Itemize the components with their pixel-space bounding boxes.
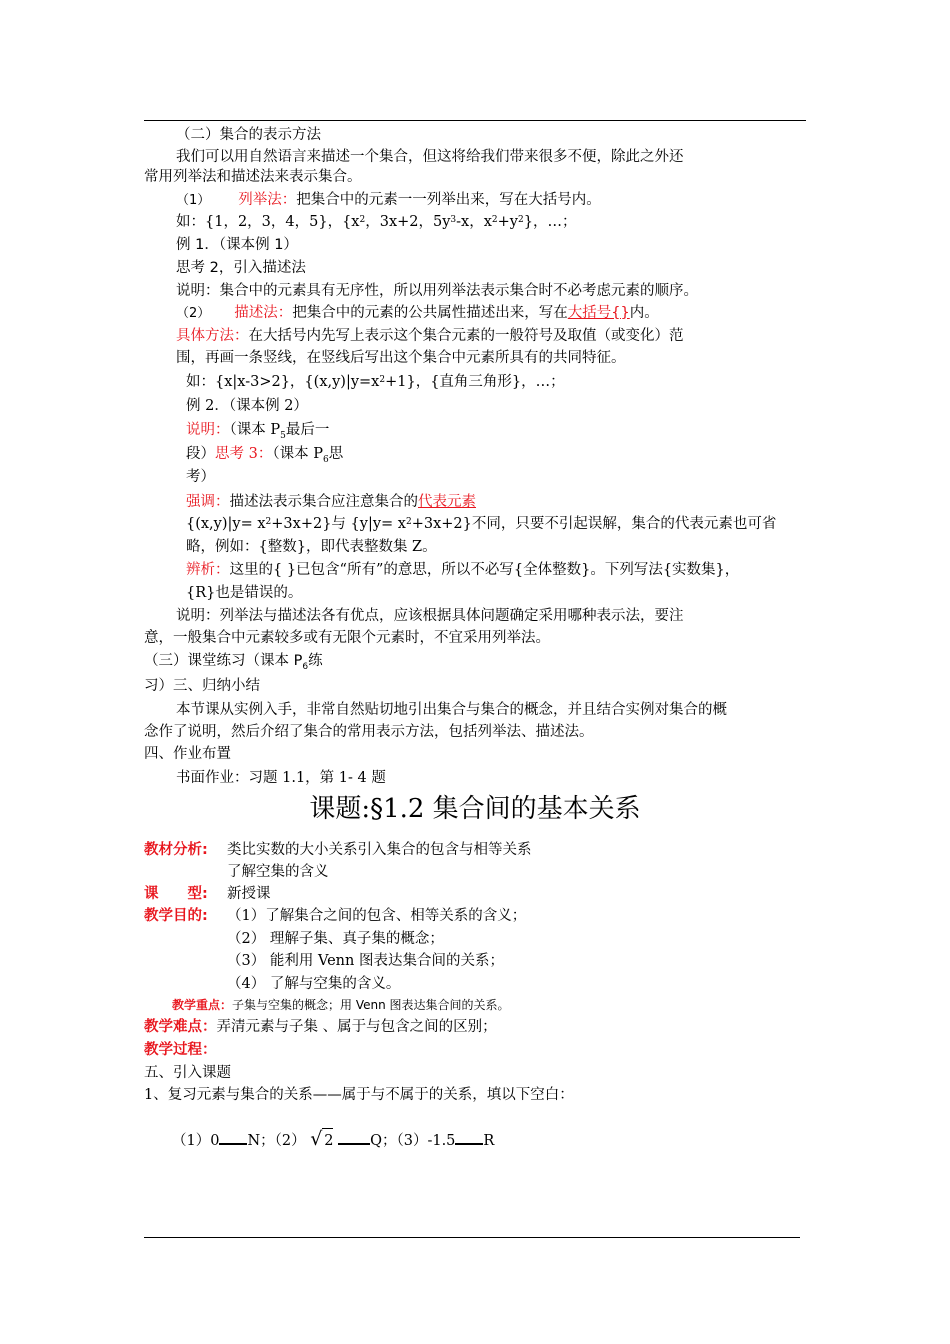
representative-element-line-2: 略，例如：{整数}，即代表整数集 Z。 (186, 539, 437, 555)
section-classroom-practice: （三）课堂练习（课本 $P_6$练 (144, 653, 323, 672)
example-1: 例 1．（课本例 1） (176, 237, 298, 253)
conclusion-line-1: 本节课从实例入手，非常自然贴切地引出集合与集合的概念，并且结合实例对集合的概 (176, 702, 727, 718)
lesson-type-value: 新授课 (227, 886, 271, 902)
blank-2[interactable] (338, 1128, 370, 1145)
list-method-example: 如：{1，2，3，4，5}，{$x^2$，3x+2，$5y^3-x$，$x^2+y^2$}，…； (176, 214, 577, 230)
note-p6-line: 段）思考 3：（课本 $P_6$思 (186, 446, 344, 465)
homework-heading: 四、作业布置 (144, 746, 231, 762)
footer-rule (144, 1237, 800, 1238)
concrete-method-term: 具体方法： (176, 328, 249, 344)
discrimination-line-2: {R}也是错误的。 (186, 585, 303, 601)
teaching-goal-4: （4） 了解与空集的含义。 (227, 976, 401, 992)
section-introduce-topic: 五、引入课题 (144, 1065, 231, 1081)
section-summary-heading: 习）三、归纳小结 (144, 678, 260, 694)
list-method-line (176, 190, 601, 211)
note-term: 说明： (186, 422, 230, 438)
teaching-process (144, 1040, 217, 1060)
review-instruction: 1、复习元素与集合的关系——属于与不属于的关系，填以下空白： (144, 1087, 574, 1103)
teaching-goal-2: （2） 理解子集、真子集的概念； (227, 931, 444, 947)
conclusion-line-2: 念作了说明，然后介绍了集合的常用表示方法，包括列举法、描述法。 (144, 724, 594, 740)
teaching-difficulty-term: 教学难点： (144, 1019, 217, 1035)
blank-1[interactable] (219, 1128, 247, 1145)
note-p5-line: 说明：（课本 $P_5$最后一 (186, 422, 330, 441)
summary-note-line-1: 说明：列举法与描述法各有优点，应该根据具体问题确定采用哪种表示法，要注 (176, 608, 684, 624)
teaching-key-point: 教学重点：子集与空集的概念；用 Venn 图表达集合间的关系。 (172, 998, 510, 1012)
list-method-term: 列举法： (238, 192, 297, 208)
paragraph-intro-line-1: 我们可以用自然语言来描述一个集合，但这将给我们带来很多不便，除此之外还 (176, 149, 684, 165)
emphasis-line: 强调：描述法表示集合应注意集合的代表元素 (186, 494, 476, 510)
concrete-method-line-1: 具体方法：在大括号内先写上表示这个集合元素的一般符号及取值（或变化）范 (176, 328, 684, 344)
lesson-type-term: 课 型: (144, 886, 208, 902)
note-p6-line-2: 考） (186, 469, 215, 485)
teaching-key-term: 教学重点： (172, 998, 233, 1012)
teaching-goal-1: （1）了解集合之间的包含、相等关系的含义； (227, 908, 527, 924)
material-analysis-text-1: 类比实数的大小关系引入集合的包含与相等关系 (227, 842, 532, 858)
homework-text: 书面作业：习题 1.1，第 1- 4 题 (176, 770, 386, 786)
description-method-definition: 把集合中的元素的公共属性描述出来，写在 (292, 305, 568, 321)
sqrt-icon: √ (310, 1128, 323, 1150)
teaching-goal-term: 教学目的: (144, 908, 208, 924)
concrete-method-line-2: 围，再画一条竖线，在竖线后写出这个集合中元素所具有的共同特征。 (176, 350, 626, 366)
teaching-goal-3: （3） 能利用 Venn 图表达集合间的关系； (227, 953, 504, 969)
think-2: 思考 2，引入描述法 (176, 260, 306, 276)
braces-link[interactable]: 大括号{} (567, 305, 630, 321)
description-method-number: （2） (176, 306, 211, 321)
material-analysis-text-2: 了解空集的含义 (227, 864, 329, 880)
list-method-number: （1） (176, 193, 211, 208)
material-analysis-line-1 (144, 840, 208, 860)
summary-note-line-2: 意，一般集合中元素较多或有无限个元素时，不宜采用列举法。 (144, 630, 550, 646)
representative-element-line-1: $\{(x,y)|y= x^2+3x+2\}$与 $\{y|y= x^2+3x+2\}$不同，只要不引起误解，集合的代表元素也可省 (186, 516, 777, 532)
discrimination-term: 辨析： (186, 562, 230, 578)
material-analysis-term: 教材分析: (144, 842, 208, 858)
description-method-term: 描述法： (234, 305, 293, 321)
lesson-title: 课题:§1.2 集合间的基本关系 (309, 794, 641, 824)
description-method-line: （2） 描述法：把集合中的元素的公共属性描述出来，写在大括号{}内。 (176, 305, 659, 321)
blank-3[interactable] (455, 1128, 483, 1145)
description-method-example: 如：{x|x-3>2}，$\{(x,y)|y=x^2+1\}$，{直角三角形}，…； (186, 374, 565, 390)
teaching-process-term: 教学过程： (144, 1042, 217, 1058)
section-heading-representation: （二）集合的表示方法 (176, 127, 321, 143)
emphasis-term: 强调： (186, 494, 230, 510)
list-method-definition: 把集合中的元素一一列举出来，写在大括号内。 (296, 192, 601, 208)
representative-element-link[interactable]: 代表元素 (418, 494, 476, 510)
think-3-term: 思考 3： (215, 446, 273, 462)
discrimination-line: 辨析：这里的{ }已包含“所有”的意思，所以不必写{全体整数}。下列写法{实数集}， (186, 562, 740, 578)
paragraph-intro-line-2: 常用列举法和描述法来表示集合。 (144, 169, 362, 185)
note-unordered: 说明：集合中的元素具有无序性，所以用列举法表示集合时不必考虑元素的顺序。 (176, 283, 698, 299)
header-rule (144, 120, 806, 121)
fill-in-blanks-line: （1）0 N；（2） √ 2 Q；（3）-1.5 R (172, 1128, 495, 1150)
sqrt-expression: √ 2 (310, 1128, 334, 1150)
teaching-difficulty: 教学难点：弄清元素与子集 、属于与包含之间的区别； (144, 1019, 497, 1035)
example-2: 例 2．（课本例 2） (186, 398, 308, 414)
